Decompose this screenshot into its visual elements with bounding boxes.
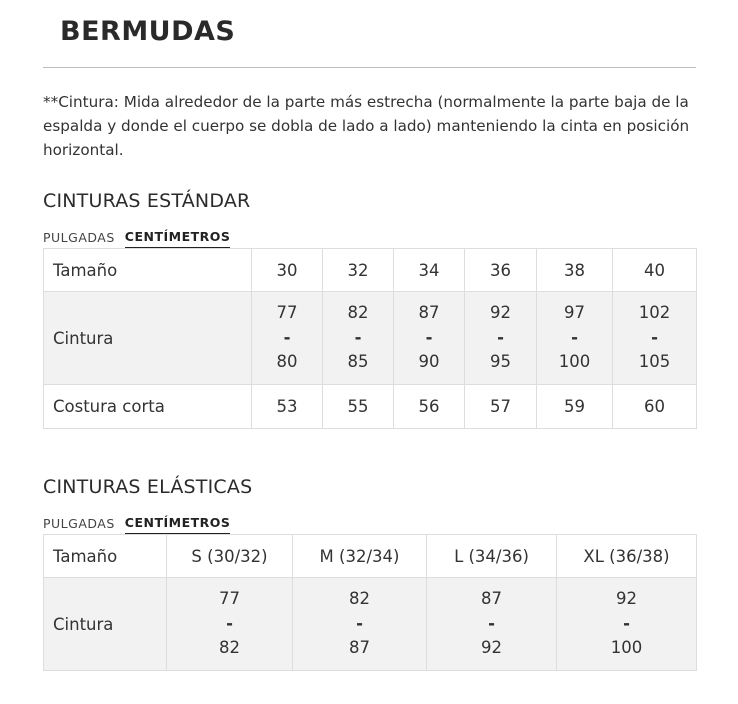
size-cell: 38 [537, 249, 613, 292]
size-cell: S (30/32) [167, 535, 293, 578]
unit-cm-tab[interactable]: CENTÍMETROS [125, 229, 231, 249]
standard-size-table [43, 248, 697, 429]
size-cell: 32 [323, 249, 394, 292]
waist-min: 82 [349, 589, 370, 609]
waist-cell [252, 292, 323, 385]
size-cell: 36 [465, 249, 537, 292]
inseam-cell: 56 [394, 385, 465, 429]
table-row-inseam [44, 385, 697, 429]
waist-max: 100 [558, 352, 591, 372]
waist-max: 85 [347, 352, 369, 372]
inseam-cell: 53 [252, 385, 323, 429]
waist-min: 92 [616, 589, 637, 609]
waist-max: 95 [490, 352, 511, 372]
size-cell: XL (36/38) [557, 535, 697, 578]
waist-max: 100 [610, 638, 643, 658]
waist-label: Cintura [44, 578, 167, 671]
size-cell: 30 [252, 249, 323, 292]
table-row-waist [44, 578, 697, 671]
section-title-standard: CINTURAS ESTÁNDAR [43, 190, 251, 212]
waist-cell [427, 578, 557, 671]
inseam-label: Costura corta [44, 385, 252, 429]
inseam-cell: 55 [323, 385, 394, 429]
waist-min: 82 [347, 303, 369, 323]
title-divider [43, 67, 696, 68]
inseam-cell: 57 [465, 385, 537, 429]
waist-max: 87 [349, 638, 370, 658]
waist-min: 92 [490, 303, 511, 323]
waist-cell [613, 292, 697, 385]
unit-toggle-standard [43, 229, 230, 249]
waist-cell [465, 292, 537, 385]
waist-min: 87 [481, 589, 502, 609]
waist-range-dash: - [356, 613, 363, 633]
page-title: BERMUDAS [60, 16, 236, 47]
size-cell: 40 [613, 249, 697, 292]
section-title-elastic: CINTURAS ELÁSTICAS [43, 476, 253, 498]
inseam-cell: 59 [537, 385, 613, 429]
waist-min: 102 [638, 303, 671, 323]
waist-label: Cintura [44, 292, 252, 385]
size-cell: 34 [394, 249, 465, 292]
size-label: Tamaño [44, 535, 167, 578]
inseam-cell: 60 [613, 385, 697, 429]
waist-range-dash: - [283, 327, 291, 347]
waist-max: 90 [418, 352, 440, 372]
waist-cell [537, 292, 613, 385]
size-label: Tamaño [44, 249, 252, 292]
waist-range-dash: - [425, 327, 433, 347]
waist-max: 92 [481, 638, 502, 658]
waist-range-dash: - [354, 327, 362, 347]
waist-min: 97 [564, 303, 585, 323]
table-row-waist [44, 292, 697, 385]
unit-inches-tab[interactable]: PULGADAS [43, 516, 115, 531]
unit-toggle-elastic [43, 515, 230, 535]
elastic-size-table [43, 534, 697, 671]
waist-range-dash: - [571, 327, 578, 347]
table-row-size [44, 535, 697, 578]
waist-range-dash: - [623, 613, 630, 633]
waist-cell [394, 292, 465, 385]
waist-cell [167, 578, 293, 671]
waist-min: 77 [276, 303, 298, 323]
waist-range-dash: - [497, 327, 504, 347]
waist-max: 82 [219, 638, 240, 658]
waist-measure-note: **Cintura: Mida alrededor de la parte más estrecha (normalmente la parte baja de la espalda y donde el cuerpo se dobla de lado a lado) manteniendo la cinta en posición horizontal. [43, 93, 690, 159]
waist-cell [557, 578, 697, 671]
table-row-size [44, 249, 697, 292]
unit-inches-tab[interactable]: PULGADAS [43, 230, 115, 245]
waist-range-dash: - [651, 327, 658, 347]
waist-cell [293, 578, 427, 671]
waist-max: 105 [638, 352, 671, 372]
unit-cm-tab[interactable]: CENTÍMETROS [125, 515, 231, 535]
waist-min: 87 [418, 303, 440, 323]
waist-min: 77 [219, 589, 240, 609]
waist-max: 80 [276, 352, 298, 372]
size-cell: L (34/36) [427, 535, 557, 578]
waist-cell [323, 292, 394, 385]
size-cell: M (32/34) [293, 535, 427, 578]
waist-range-dash: - [226, 613, 233, 633]
waist-range-dash: - [488, 613, 495, 633]
